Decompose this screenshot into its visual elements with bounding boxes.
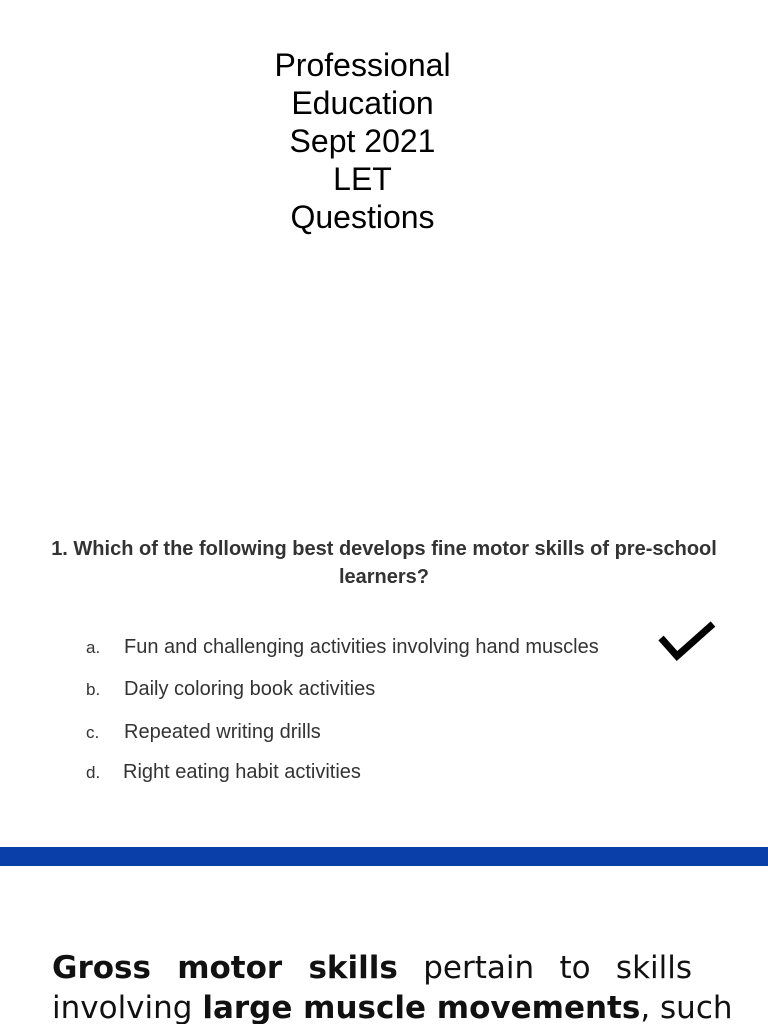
title-line: Questions	[290, 199, 435, 235]
choice-b	[86, 678, 375, 701]
choice-a	[86, 636, 599, 659]
explanation-text: pertain to skills	[423, 950, 693, 986]
explanation-text: , such	[640, 990, 733, 1024]
explanation-text: involving	[52, 990, 193, 1024]
title-line: Sept 2021	[289, 123, 436, 159]
choice-d	[86, 761, 361, 784]
page-title	[0, 46, 725, 236]
title-line: Education	[291, 85, 434, 121]
explanation-line	[52, 988, 733, 1024]
section-divider-bar	[0, 847, 768, 866]
choice-letter: c.	[86, 723, 100, 742]
explanation-line	[52, 948, 692, 988]
choice-text: Fun and challenging activities involving hand muscles	[124, 636, 599, 658]
choice-c	[86, 721, 321, 744]
choice-text: Right eating habit activities	[123, 761, 361, 783]
choice-letter: b.	[86, 680, 101, 699]
title-line: LET	[333, 161, 392, 197]
choice-letter: d.	[86, 763, 101, 782]
choice-text: Repeated writing drills	[124, 721, 321, 743]
choice-letter: a.	[86, 638, 101, 657]
explanation-bold-term: Gross motor skills	[52, 950, 398, 986]
explanation-paragraph	[52, 948, 733, 1024]
checkmark-icon	[657, 616, 717, 664]
explanation-bold-term: large muscle movements	[202, 990, 641, 1024]
title-line: Professional	[274, 47, 451, 83]
question-text: 1. Which of the following best develops fine motor skills of pre-school learners?	[51, 538, 717, 588]
choice-text: Daily coloring book activities	[124, 678, 376, 700]
